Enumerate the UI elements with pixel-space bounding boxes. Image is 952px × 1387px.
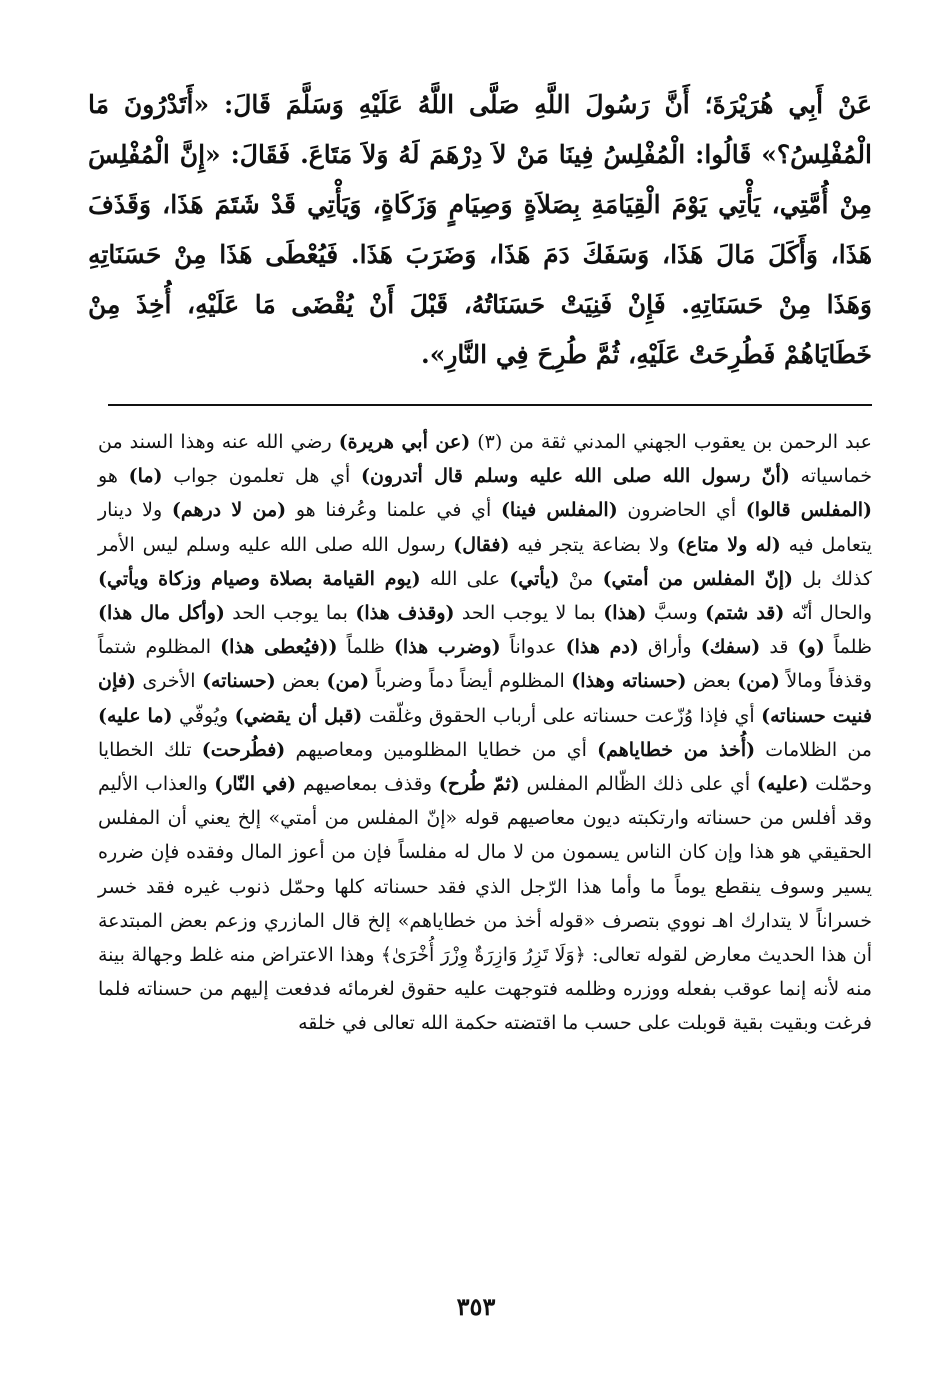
commentary-quoted-phrase: (فطُرحت) [201, 738, 286, 761]
commentary-text-run: أي هل تعلمون جواب [162, 465, 361, 488]
commentary-text-run: ويُوفّي [172, 704, 235, 727]
commentary-quoted-phrase: (من لا درهم) [171, 499, 287, 522]
commentary-quoted-phrase: (من) [737, 670, 780, 693]
commentary-text-run: بما يوجب الحد [224, 602, 356, 625]
commentary-text-run: عدواناً [500, 636, 566, 659]
commentary-text-run: منْ [559, 567, 603, 590]
commentary-text-run: وقذف بمعاصيهم [296, 773, 439, 796]
commentary-quoted-phrase: (و) [797, 636, 825, 659]
commentary-quoted-phrase: (يوم القيامة بصلاة وصيام وزكاة ويأتي) [98, 567, 421, 590]
commentary-text-run: ظلماً [824, 636, 872, 659]
commentary-quoted-phrase: (عليه) [756, 773, 809, 796]
hadith-text-block [88, 80, 872, 380]
commentary-text-run: وأراق [638, 636, 701, 659]
commentary-quoted-phrase: (هذا) [603, 602, 647, 625]
commentary-text-run: على الله [420, 567, 510, 590]
commentary-text-run: الأخرى [135, 670, 203, 693]
commentary-quoted-phrase: (ما عليه) [98, 704, 173, 727]
commentary-quoted-phrase: (المفلس فينا) [500, 499, 618, 522]
commentary-quoted-phrase: (إنّ المفلس من أمتي) [602, 567, 794, 590]
commentary-text-run: عبد الرحمن بن يعقوب الجهني المدني ثقة من (٣) [470, 431, 873, 453]
commentary-text-run: المظلوم أيضاً دماً وضرباً [369, 670, 572, 693]
commentary-quoted-phrase: (سفك) [700, 636, 761, 659]
commentary-quoted-phrase: (أُخذ من خطاياهم) [597, 738, 756, 761]
hadith-paragraph: عَنْ أَبِي هُرَيْرَةَ؛ أَنَّ رَسُولَ اللَّهِ صَلَّى اللَّهُ عَلَيْهِ وَسَلَّمَ قَالَ: «أَتَدْرُونَ مَا الْمُفْلِسُ؟» قَالُوا: الْمُفْلِسُ فِينَا مَنْ لاَ دِرْهَمَ لَهُ وَلاَ مَتَاعَ. فَقَالَ: «إِنَّ الْمُفْلِسَ مِنْ أُمَّتِي، يَأْتِي يَوْمَ الْقِيَامَةِ بِصَلاَةٍ وَصِيَامٍ وَزَكَاةٍ، وَيَأْتِي قَدْ شَتَمَ هَذَا، وَقَذَفَ هَذَا، وَأَكَلَ مَالَ هَذَا، وَسَفَكَ دَمَ هَذَا، وَضَرَبَ هَذَا. فَيُعْطَى هَذَا مِنْ حَسَنَاتِهِ وَهَذَا مِنْ حَسَنَاتِهِ. فَإِنْ فَنِيَتْ حَسَنَاتُهُ، قَبْلَ أَنْ يُقْضَى مَا عَلَيْهِ، أُخِذَ مِنْ خَطَايَاهُمْ فَطُرِحَتْ عَلَيْهِ، ثُمَّ طُرِحَ فِي النَّارِ». [88, 90, 872, 369]
commentary-quoted-phrase: (فإن فنيت حسناته) [98, 670, 873, 727]
commentary-text-run: وسبَّ [646, 602, 706, 625]
commentary-text-run: قد [760, 636, 798, 659]
commentary-text-run: بعض [275, 670, 327, 693]
commentary-text-run: ظلماً [337, 636, 394, 659]
commentary-text-run: رسول الله صلى الله عليه وسلم ليس الأمر كذلك بل [98, 533, 872, 590]
commentary-quoted-phrase: (قبل أن يقضي) [234, 704, 363, 727]
commentary-quoted-phrase: (دم هذا) [565, 636, 639, 659]
commentary-text-run: بما لا يوجب الحد [454, 602, 604, 625]
commentary-quoted-phrase: (ثمّ طُرح) [438, 773, 520, 796]
commentary-quoted-phrase: (يأتي) [509, 567, 560, 590]
commentary-text-run: والحال أنّه [784, 602, 873, 625]
commentary-text-run: ولا بضاعة يتجر فيه [509, 533, 677, 556]
footnote-divider [108, 404, 872, 406]
commentary-quoted-phrase: (أنّ رسول الله صلى الله عليه وسلم قال أتدرون) [360, 465, 790, 488]
commentary-text-run: ولا دينار يتعامل فيه [98, 499, 873, 556]
commentary-quoted-phrase: (وأكل مال هذا) [98, 602, 225, 625]
commentary-block [98, 425, 872, 1041]
commentary-quoted-phrase: (وقذف هذا) [355, 602, 455, 625]
commentary-text-run: أي الحاضرون [617, 499, 746, 522]
commentary-text-run: هو [98, 465, 129, 488]
commentary-quoted-phrase: ((فيُعطى هذا) [220, 636, 338, 659]
commentary-text-run: أي على ذلك الظّالم المفلس [519, 773, 757, 796]
commentary-quoted-phrase: (له ولا متاع) [676, 533, 781, 556]
commentary-quoted-phrase: (حسناته) [202, 670, 276, 693]
commentary-text-run: رضي الله عنه وهذا السند من خماسياته [98, 431, 872, 488]
commentary-quoted-phrase: (المفلس قالوا) [745, 499, 872, 522]
commentary-paragraph [98, 425, 872, 1041]
commentary-text-run: والعذاب الأليم وقد أفلس من حسناته وارتكبته ديون معاصيهم قوله «إنّ المفلس من أمتي» إلخ يعني أن المفلس الحقيقي هو هذا وإن كان الناس يسمون من لا مال له مفلساً فإن من أعوز المال وفقده فإن ضرره يسير وسوف ينقطع يوماً ما وأما هذا الرّجل الذي فقد حسناته كلها وحمّل ذنوب غيره فقد خسر خسراناً لا يتدارك اهـ نووي بتصرف «قوله أخذ من خطاياهم» إلخ قال المازري وزعم بعض المبتدعة أن هذا الحديث معارض لقوله تعالى: ﴿وَلَا تَزِرُ وَازِرَةٌ وِزْرَ أُخْرَىٰ﴾ وهذا الاعتراض منه غلط وجهالة بينة منه لأنه إنما عوقب بفعله ووزره وظلمه فتوجهت عليه حقوق لغرمائه فدفعت إليهم من حسناته فلما فرغت وبقيت بقية قوبلت على حسب ما اقتضته حكمة الله تعالى في خلقه [98, 773, 872, 1035]
commentary-text-run: بعض [686, 670, 738, 693]
commentary-text-run: أي من خطايا المظلومين ومعاصيهم [285, 738, 598, 761]
commentary-quoted-phrase: (ما) [128, 465, 163, 488]
commentary-quoted-phrase: (حسناته وهذا) [571, 670, 687, 693]
commentary-quoted-phrase: (في النّار) [214, 773, 297, 796]
commentary-quoted-phrase: (فقال) [453, 533, 510, 556]
commentary-quoted-phrase: (من) [326, 670, 370, 693]
commentary-quoted-phrase: (وضرب هذا) [393, 636, 501, 659]
commentary-text-run: من الظلامات [755, 738, 872, 761]
commentary-quoted-phrase: (قد شتم) [705, 602, 785, 625]
commentary-text-run: أي في علمنا وعُرفنا هو [286, 499, 501, 522]
commentary-quoted-phrase: (عن أبي هريرة) [338, 431, 471, 453]
commentary-text-run: تلك الخطايا وحمّلت [98, 738, 873, 796]
page-number: ٣٥٣ [456, 1292, 496, 1321]
commentary-text-run: أي فإذا وُزّعت حسناته على أرباب الحقوق وغلّقت [362, 704, 762, 727]
commentary-text-run: المظلوم شتماً وقذفاً ومالاً [98, 636, 872, 693]
